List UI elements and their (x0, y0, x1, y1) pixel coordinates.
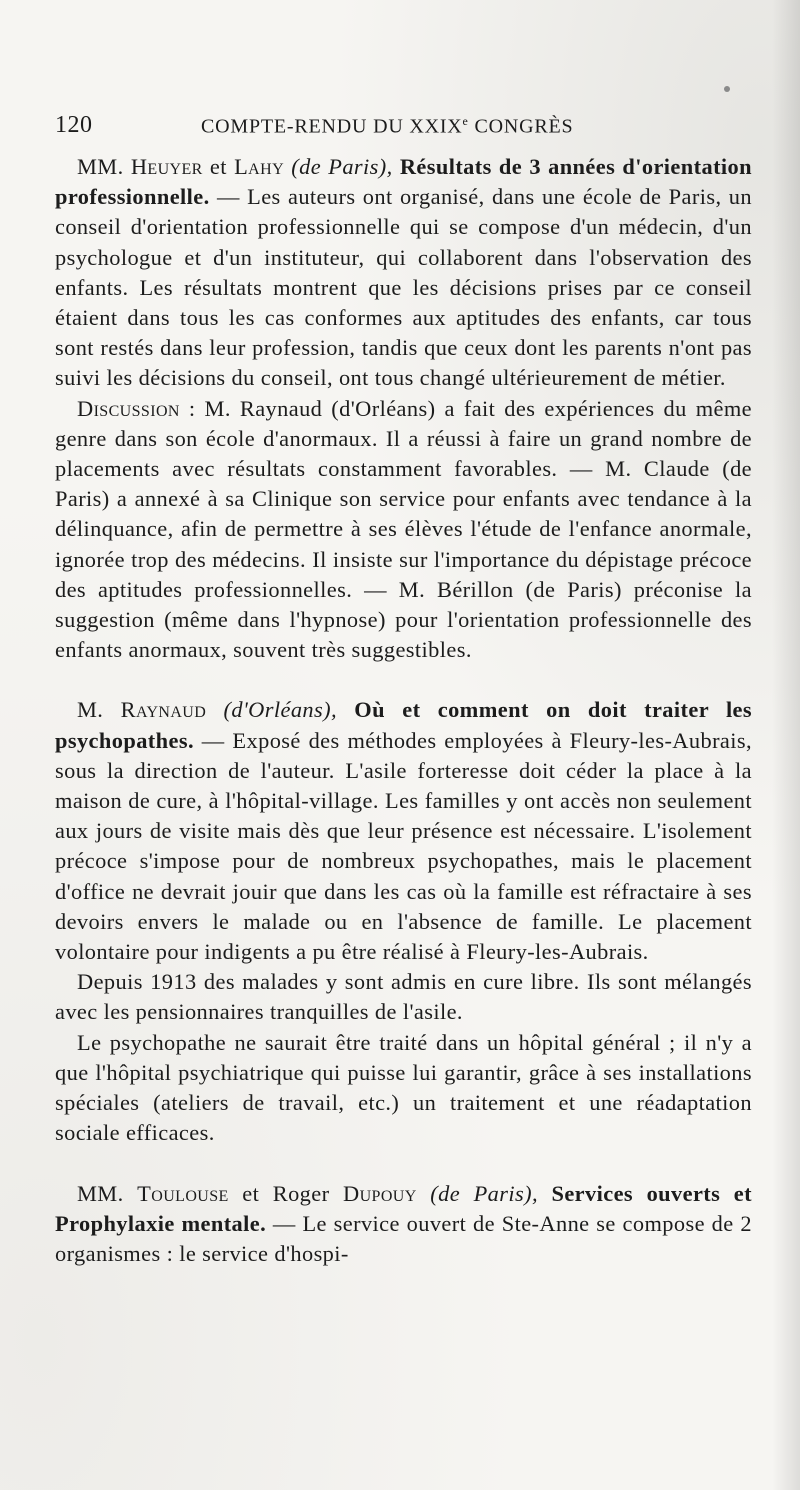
communication-title: Résultats de 3 années d'orientation professionnelle. (55, 154, 752, 210)
author-name: Raynaud (120, 697, 207, 723)
paragraph-psychopathe (55, 1028, 752, 1149)
honorific: MM. (77, 1180, 124, 1206)
author-place: (de Paris), (291, 154, 393, 179)
honorific: MM. (77, 154, 124, 179)
running-title (201, 114, 573, 139)
page-edge-shadow (772, 0, 800, 1490)
author-place: (d'Orléans), (223, 697, 337, 723)
article-body (55, 152, 752, 1269)
paragraph-cure-libre (55, 967, 752, 1027)
paragraph-raynaud (55, 695, 752, 967)
paragraph-toulouse-dupouy (55, 1179, 752, 1270)
conjunction: et Roger (228, 1180, 344, 1206)
running-title-superscript: e (462, 114, 469, 128)
author-name: Dupouy (343, 1180, 417, 1206)
paragraph-heuyer-lahy (55, 152, 752, 394)
running-title-main: COMPTE-RENDU DU XXIX (201, 115, 463, 138)
author-name: Toulouse (137, 1180, 229, 1206)
paragraph-text: — Le service ouvert de Ste-Anne se compose de 2 organismes : le service d'hospi- (55, 1210, 752, 1266)
paragraph-text: Depuis 1913 des malades y sont admis en cure libre. Ils sont mélangés avec les pensionnaires tranquilles de l'asile. (55, 969, 752, 1025)
page-number: 120 (55, 112, 93, 138)
communication-title: Services ouverts et Prophylaxie mentale. (55, 1180, 752, 1236)
page-header (55, 112, 755, 142)
ink-speck (724, 86, 730, 92)
paragraph-text: : M. Raynaud (d'Orléans) a fait des expériences du même genre dans son école d'anormaux. Il a réussi à faire un grand nombre de placements avec résultats constamment favorables. — M. Claude (de Paris) a annexé à sa Clinique son service pour enfants avec tendance à la délinquance, afin de permettre à ses élèves l'étude de l'enfance anormale, ignorée trop des médecins. Il insiste sur l'importance du dépistage précoce des aptitudes professionnelles. — M. Bérillon (de Paris) préconise la suggestion (même dans l'hypnose) pour l'orientation professionnelle des enfants anormaux, souvent très suggestibles. (55, 395, 752, 663)
conjunction: et (202, 154, 235, 179)
running-title-end: CONGRÈS (468, 115, 574, 138)
author-place: (de Paris), (430, 1180, 538, 1206)
honorific: M. (77, 697, 104, 723)
paragraph-text: — Exposé des méthodes employées à Fleury-les-Aubrais, sous la direction de l'auteur. L'asile forteresse doit céder la place à la maison de cure, à l'hôpital-village. Les familles y ont accès non seulement aux jours de visite mais dès que leur présence est nécessaire. L'isolement précoce s'impose pour de nombreux psychopathes, mais le placement d'office ne devrait jouir que dans les cas où la famille est réfractaire à ses devoirs envers le malade ou en l'absence de famille. Le placement volontaire pour indigents a pu être réalisé à Fleury-les-Aubrais. (55, 727, 752, 965)
paragraph-text: — Les auteurs ont organisé, dans une école de Paris, un conseil d'orientation professionnelle qui se compose d'un médecin, d'un psychologue et d'un instituteur, qui collaborent dans l'observation des enfants. Les résultats montrent que les décisions prises par ce conseil étaient dans tous les cas conformes aux aptitudes des enfants, car tous sont restés dans leur profession, tandis que ceux dont les parents n'ont pas suivi les décisions du conseil, ont tous changé ultérieurement de métier. (55, 184, 752, 391)
author-name: Lahy (234, 154, 285, 179)
discussion-label: Discussion (77, 395, 180, 421)
author-name: Heuyer (130, 154, 203, 179)
communication-title: Où et comment on doit traiter les psychopathes. (55, 697, 753, 753)
paragraph-text: Le psychopathe ne saurait être traité dans un hôpital général ; il n'y a que l'hôpital psychiatrique qui puisse lui garantir, grâce à ses installations spéciales (ateliers de travail, etc.) un traitement et une réadaptation sociale efficaces. (55, 1029, 752, 1146)
paragraph-discussion (55, 394, 752, 666)
